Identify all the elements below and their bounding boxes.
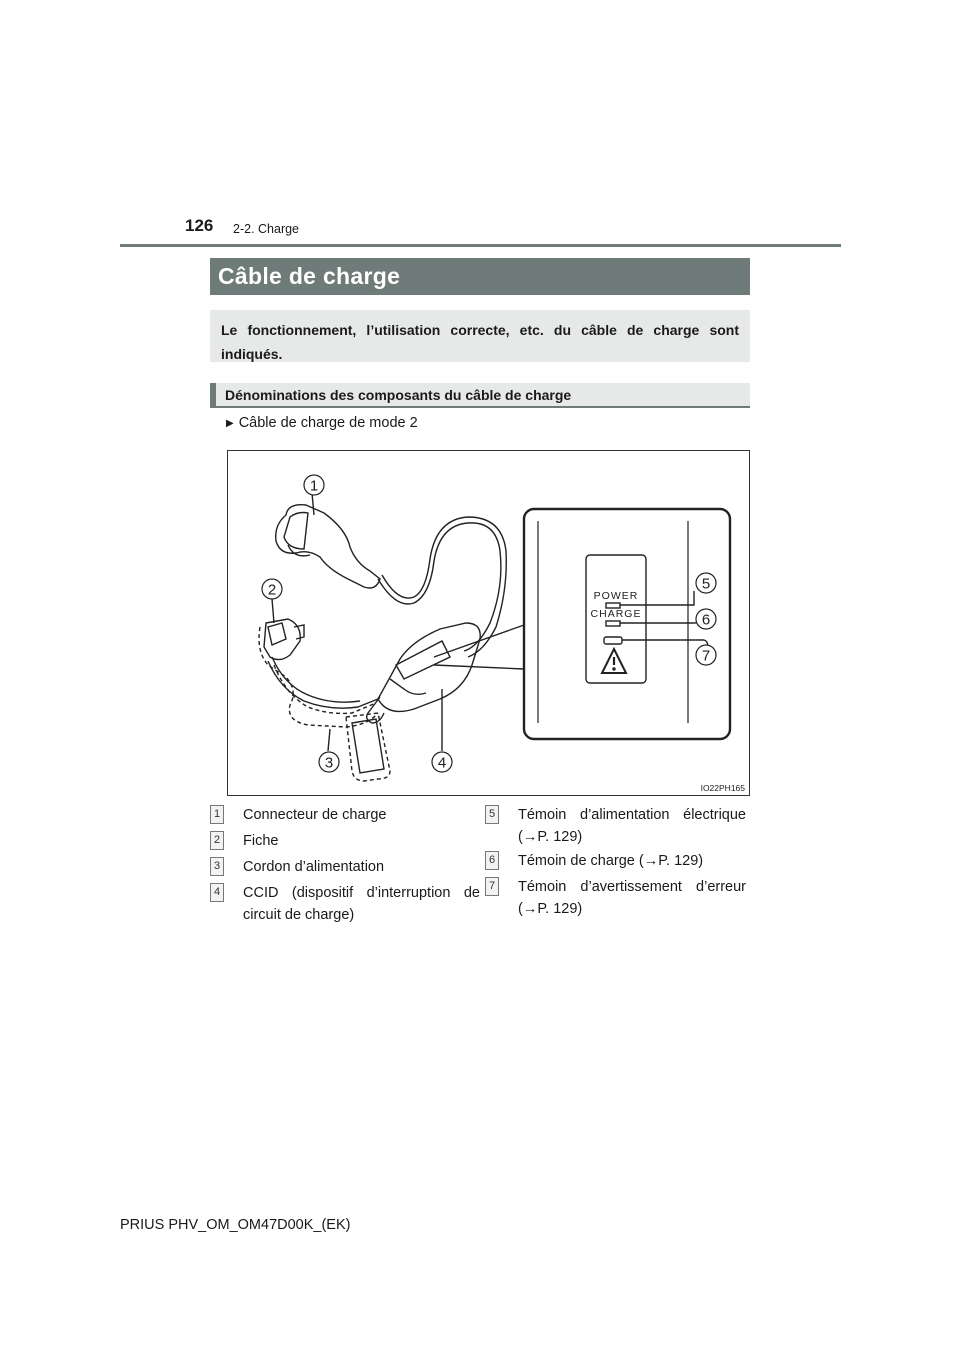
charging-cable-illustration bbox=[227, 450, 750, 796]
legend-item-1 bbox=[210, 804, 480, 828]
legend-text: Témoin de charge (→P. 129) bbox=[518, 853, 704, 869]
bullet-text: Câble de charge de mode 2 bbox=[238, 415, 418, 431]
callout-3: 3 bbox=[324, 754, 334, 772]
legend-item-2 bbox=[210, 830, 480, 854]
legend-text: Connecteur de charge bbox=[243, 807, 387, 823]
legend-text: Témoin d’alimentation électrique (→P. 129) bbox=[518, 807, 746, 845]
legend-item-5 bbox=[485, 804, 750, 852]
legend-number-badge: 2 bbox=[210, 831, 224, 850]
callout-1: 1 bbox=[309, 477, 319, 495]
power-panel-label: POWER bbox=[593, 590, 639, 602]
legend-number-badge: 1 bbox=[210, 805, 224, 824]
page-title: Câble de charge bbox=[210, 258, 750, 295]
legend-item-4 bbox=[210, 882, 480, 930]
cable-diagram bbox=[228, 451, 749, 795]
cable-top-loop bbox=[378, 523, 501, 651]
legend-text: Témoin d’avertissement d’erreur (→P. 129) bbox=[518, 879, 746, 917]
charge-panel-label: CHARGE bbox=[590, 608, 642, 620]
page-number: 126 bbox=[185, 216, 214, 235]
legend-text: Cordon d’alimentation bbox=[243, 859, 385, 875]
legend-number-badge: 4 bbox=[210, 883, 224, 902]
legend-number-badge: 5 bbox=[485, 805, 499, 824]
callout-4: 4 bbox=[437, 754, 447, 772]
figure-code: IO22PH165 bbox=[700, 783, 745, 793]
callout-5: 5 bbox=[701, 575, 711, 593]
section-subheading: Dénominations des composants du câble de charge bbox=[210, 383, 750, 408]
legend-number-badge: 7 bbox=[485, 877, 499, 896]
footer-manual-code: PRIUS PHV_OM_OM47D00K_(EK) bbox=[120, 1217, 351, 1233]
bullet-item bbox=[226, 415, 418, 431]
callout-6: 6 bbox=[701, 611, 711, 629]
callout-2: 2 bbox=[267, 581, 277, 599]
section-reference: 2-2. Charge bbox=[233, 222, 300, 236]
legend-number-badge: 3 bbox=[210, 857, 224, 876]
bullet-triangle-icon: ▶ bbox=[226, 418, 234, 429]
legend-item-6 bbox=[485, 850, 750, 874]
legend-item-3 bbox=[210, 856, 480, 880]
legend-text: CCID (dispositif d’interruption de circuit de charge) bbox=[243, 885, 480, 923]
legend-item-7 bbox=[485, 876, 750, 924]
legend-text: Fiche bbox=[243, 833, 279, 849]
header-rule bbox=[120, 244, 841, 247]
callout-7: 7 bbox=[701, 647, 711, 665]
intro-summary: Le fonctionnement, l’utilisation correcte, etc. du câble de charge sont indiqués. bbox=[210, 310, 750, 362]
legend-number-badge: 6 bbox=[485, 851, 499, 870]
